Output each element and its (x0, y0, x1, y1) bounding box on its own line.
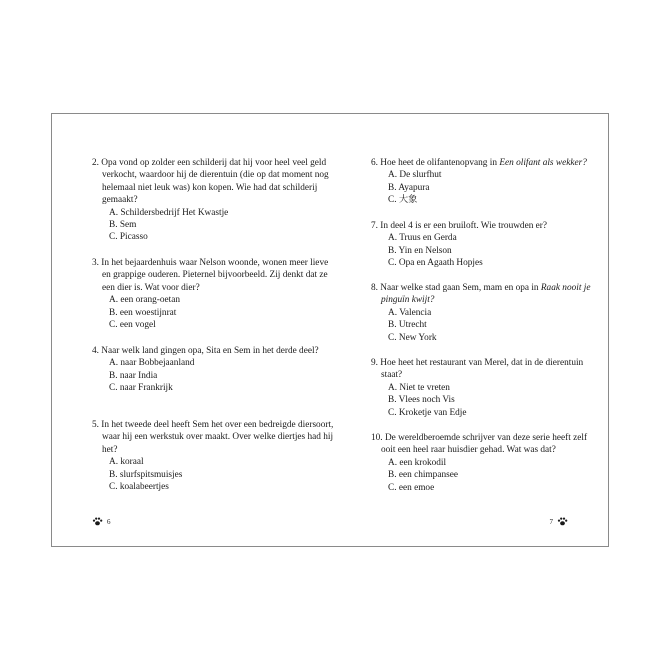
option-a: A. Valencia (388, 307, 432, 318)
question-2 (92, 157, 334, 244)
option-b: B. Vlees noch Vis (388, 395, 455, 406)
paw-print-icon (92, 517, 103, 526)
question-text: 4. Naar welk land gingen opa, Sita en Sem in het derde deel? (92, 346, 319, 356)
option-c: C. Kroketje van Edje (388, 407, 467, 418)
answer-options (92, 294, 334, 331)
option-b: B. naar India (109, 370, 158, 381)
option-b: B. een woestijnrat (109, 307, 177, 318)
answer-options (371, 307, 593, 344)
question-10 (371, 432, 593, 494)
option-b: B. Sem (109, 220, 137, 231)
book-spread (51, 113, 609, 547)
option-c: C. Picasso (109, 232, 148, 243)
option-b: B. Yin en Nelson (388, 245, 452, 256)
question-9 (371, 357, 593, 419)
option-b: B. slurfspitsmuisjes (109, 469, 183, 480)
option-c: C. koalabeertjes (109, 482, 169, 493)
question-text: 5. In het tweede deel heeft Sem het over een bedreigde diersoort, waar hij een werkstuk over maakt. Over welke diertjes had hij het? (92, 420, 334, 455)
option-b: B. Ayapura (388, 182, 430, 193)
right-page-footer (550, 517, 569, 526)
question-3 (92, 257, 334, 331)
option-c: C. een emoe (388, 482, 435, 493)
option-c: C. een vogel (109, 320, 156, 331)
option-a: A. Niet te vreten (388, 382, 450, 393)
answer-options (371, 232, 593, 269)
question-text: 2. Opa vond op zolder een schilderij dat hij voor heel veel geld verkocht, waardoor hij de dierentuin (die op dat moment nog helemaal niet leuk was) kon kopen. Wie had dat schilderij gemaakt? (92, 158, 329, 206)
option-a: A. een krokodil (388, 457, 447, 468)
question-text: 3. In het bejaardenhuis waar Nelson woonde, wonen meer lieve en grappige ouderen. Pieternel bijvoorbeeld. Zij denkt dat ze een dier is. Wat voor dier? (92, 258, 329, 293)
question-text: 6. Hoe heet de olifantenopvang in Een olifant als wekker? (371, 158, 587, 168)
answer-options (92, 357, 334, 394)
option-a: A. Truus en Gerda (388, 233, 457, 244)
answer-options (371, 169, 593, 206)
option-c: C. New York (388, 332, 437, 343)
question-4 (92, 345, 334, 395)
question-6 (371, 157, 593, 207)
answer-options (92, 207, 334, 244)
question-5 (92, 419, 334, 493)
option-a: A. een orang-oetan (109, 295, 180, 306)
page-number: 6 (107, 517, 111, 526)
question-text: 9. Hoe heet het restaurant van Merel, dat in de dierentuin staat? (371, 358, 584, 381)
answer-options (371, 382, 593, 419)
option-c: C. Opa en Agaath Hopjes (388, 258, 483, 269)
page-number: 7 (549, 517, 553, 526)
question-8 (371, 282, 593, 344)
option-a: A. De slurfhut (388, 170, 442, 181)
question-text: 10. De wereldberoemde schrijver van deze serie heeft zelf ooit een heel raar huisdier gehad. Wat was dat? (371, 433, 588, 456)
answer-options (371, 457, 593, 494)
option-c: C. naar Frankrijk (109, 383, 173, 394)
question-7 (371, 220, 593, 270)
option-c: C. 大象 (388, 195, 418, 206)
answer-options (92, 456, 334, 493)
option-b: B. een chimpansee (388, 470, 458, 481)
question-text: 7. In deel 4 is er een bruiloft. Wie trouwden er? (371, 221, 548, 231)
option-b: B. Utrecht (388, 320, 427, 331)
question-text: 8. Naar welke stad gaan Sem, mam en opa in Raak nooit je pinguïn kwijt? (371, 283, 591, 306)
option-a: A. koraal (109, 457, 144, 468)
paw-print-icon (557, 517, 568, 526)
option-a: A. Schildersbedrijf Het Kwastje (109, 207, 229, 218)
option-a: A. naar Bobbejaanland (109, 358, 195, 369)
left-page-footer (92, 517, 111, 526)
